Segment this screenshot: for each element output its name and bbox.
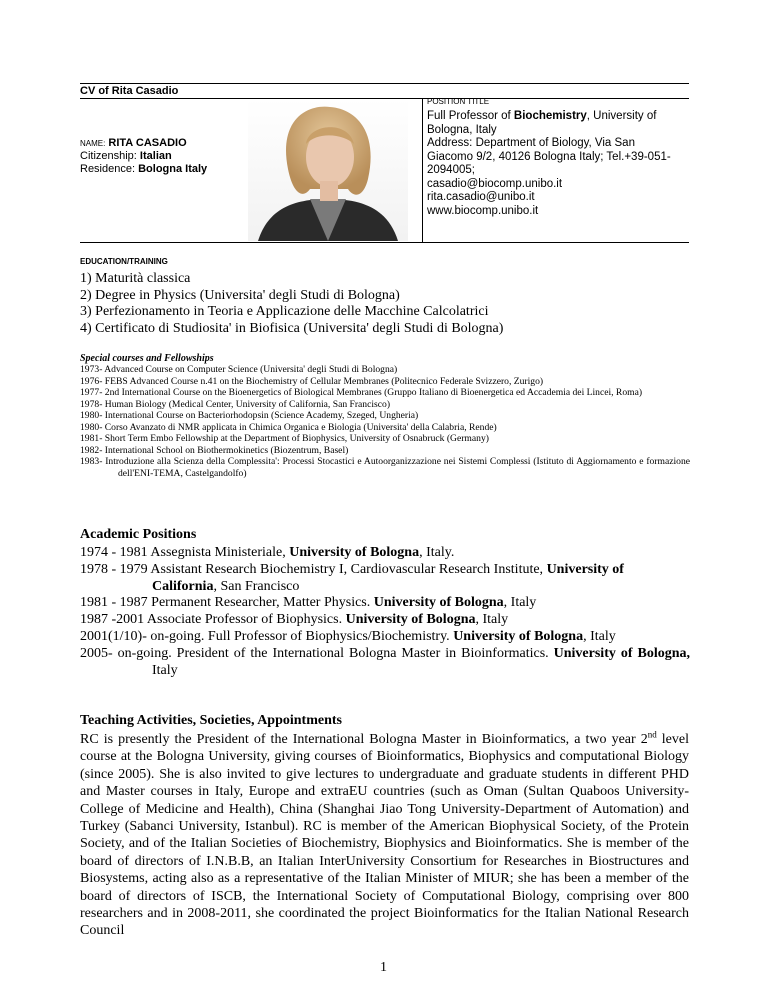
website-text: www.biocomp.unibo.it [427, 204, 539, 217]
education-item: 3) Perfezionamento in Teoria e Applicazione delle Macchine Calcolatrici [80, 304, 489, 319]
citizenship-label: Citizenship: [80, 150, 137, 162]
course-item: 1983- Introduzione alla Scienza della Complessita': Processi Stocastici e Autoorganizzazione nei Sistemi Complessi (Istituto di Aggiornamento e formazione dell'ENI-TEMA, Castelgandolfo) [80, 456, 690, 479]
email-secondary: rita.casadio@unibo.it [427, 191, 535, 203]
cv-title: CV of Rita Casadio [80, 85, 179, 97]
name-value: RITA CASADIO [108, 137, 187, 149]
position-item: 1987 -2001 Associate Professor of Biophysics. University of Bologna, Italy [80, 612, 509, 628]
position-item: 2001(1/10)- on-going. Full Professor of Biophysics/Biochemistry. University of Bologna, Italy [80, 628, 616, 644]
course-item: 1980- Corso Avanzato di NMR applicata in Chimica Organica e Biologia (Universita' della Calabria, Rende) [80, 421, 497, 433]
course-item: 1976- FEBS Advanced Course n.41 on the Biochemistry of Cellular Membranes (Politecnico Federale Svizzero, Zurigo) [80, 375, 544, 387]
page-number: 1 [380, 960, 387, 975]
education-item: 2) Degree in Physics (Universita' degli Studi di Bologna) [80, 287, 400, 303]
header-divider [422, 98, 423, 242]
name-label: NAME: [80, 139, 106, 148]
residence-label: Residence: [80, 163, 136, 175]
header-top-rule [80, 83, 689, 84]
position-item: 2005- on-going. President of the International Bologna Master in Bioinformatics. University of Bologna, Italy [80, 645, 690, 678]
address-text: Address: Department of Biology, Via San Giacomo 9/2, 40126 Bologna Italy; Tel.+39-051-2094005; [427, 137, 671, 176]
course-item: 1982- International School on Biothermokinetics (Biozentrum, Basel) [80, 444, 349, 456]
portrait-photo [248, 99, 408, 241]
education-list [80, 271, 503, 337]
position-block [427, 110, 682, 218]
position-item: 1978 - 1979 Assistant Research Biochemistry I, Cardiovascular Research Institute, University of California, San Francisco [80, 561, 624, 594]
citizenship-value: Italian [139, 150, 172, 162]
education-item: 4) Certificato di Studiosita' in Biofisica (Universita' degli Studi di Bologna) [80, 320, 504, 336]
position-title-label: POSITION TITLE [427, 97, 490, 106]
education-item: 1) Maturità classica [80, 271, 191, 286]
residence-value: Bologna Italy [138, 163, 208, 175]
course-item: 1973- Advanced Course on Computer Science (Universita' degli Studi di Bologna) [80, 364, 398, 375]
academic-positions-list [80, 545, 690, 679]
teaching-paragraph: RC is presently the President of the International Bologna Master in Bioinformatics, a two year 2nd level course at the Bologna University, giving courses of Bioinformatics, Biophysics and computational Biology (since 2005). She is also invited to give lectures to undergraduate and graduate students in different PHD and Master courses in Italy, Europe and extraEU countries (such as Oman (Sultan Quaboos University-College of Medicine and Health), China (Shanghai Jiao Tong University-Department of Automation) and Turkey (Sabanci University, Istanbul). RC is member of the American Biophysical Society, of the Protein Society, and of the Italian Societies of Biochemistry, Biophysics and Bioinformatics. She is member of the board of directors of I.N.B.B, an Italian InterUniversity Consortium for Researches in Biostructures and Biosystems, acting also as a representative of the Italian Minister of MIUR; she has been a member of the board of directors of ISCB, the International Society of Computational Biology, comprising over 800 researchers and in 2008-2011, she coordinated the project Bioinformatics for the Italian National Research Council [80, 729, 689, 939]
special-courses-list [80, 364, 690, 479]
education-label: EDUCATION/TRAINING [80, 257, 168, 266]
identity-block [80, 137, 207, 176]
email-primary: casadio@biocomp.unibo.it [427, 177, 563, 190]
course-item: 1981- Short Term Embo Fellowship at the Department of Biophysics, University of Osnabruck (Germany) [80, 433, 489, 444]
header-bottom-rule [80, 242, 689, 243]
position-institution: , University of Bologna, Italy [427, 110, 657, 136]
course-item: 1980- International Course on Bacteriorhodopsin (Science Academy, Szeged, Ungheria) [80, 410, 419, 421]
course-item: 1977- 2nd International Course on the Bioenergetics of Biological Membranes (Gruppo Italiano di Bioenergetica ed Accademia dei Lincei, Roma) [80, 387, 643, 398]
academic-positions-heading: Academic Positions [80, 527, 197, 542]
teaching-heading: Teaching Activities, Societies, Appointments [80, 713, 342, 728]
position-item: 1974 - 1981 Assegnista Ministeriale, University of Bologna, Italy. [80, 545, 455, 560]
position-item: 1981 - 1987 Permanent Researcher, Matter Physics. University of Bologna, Italy [80, 595, 537, 611]
position-field: Biochemistry [513, 110, 587, 122]
position-text: Full Professor of [427, 110, 514, 122]
course-item: 1978- Human Biology (Medical Center, University of California, San Francisco) [80, 398, 391, 410]
special-courses-heading: Special courses and Fellowships [80, 353, 214, 364]
